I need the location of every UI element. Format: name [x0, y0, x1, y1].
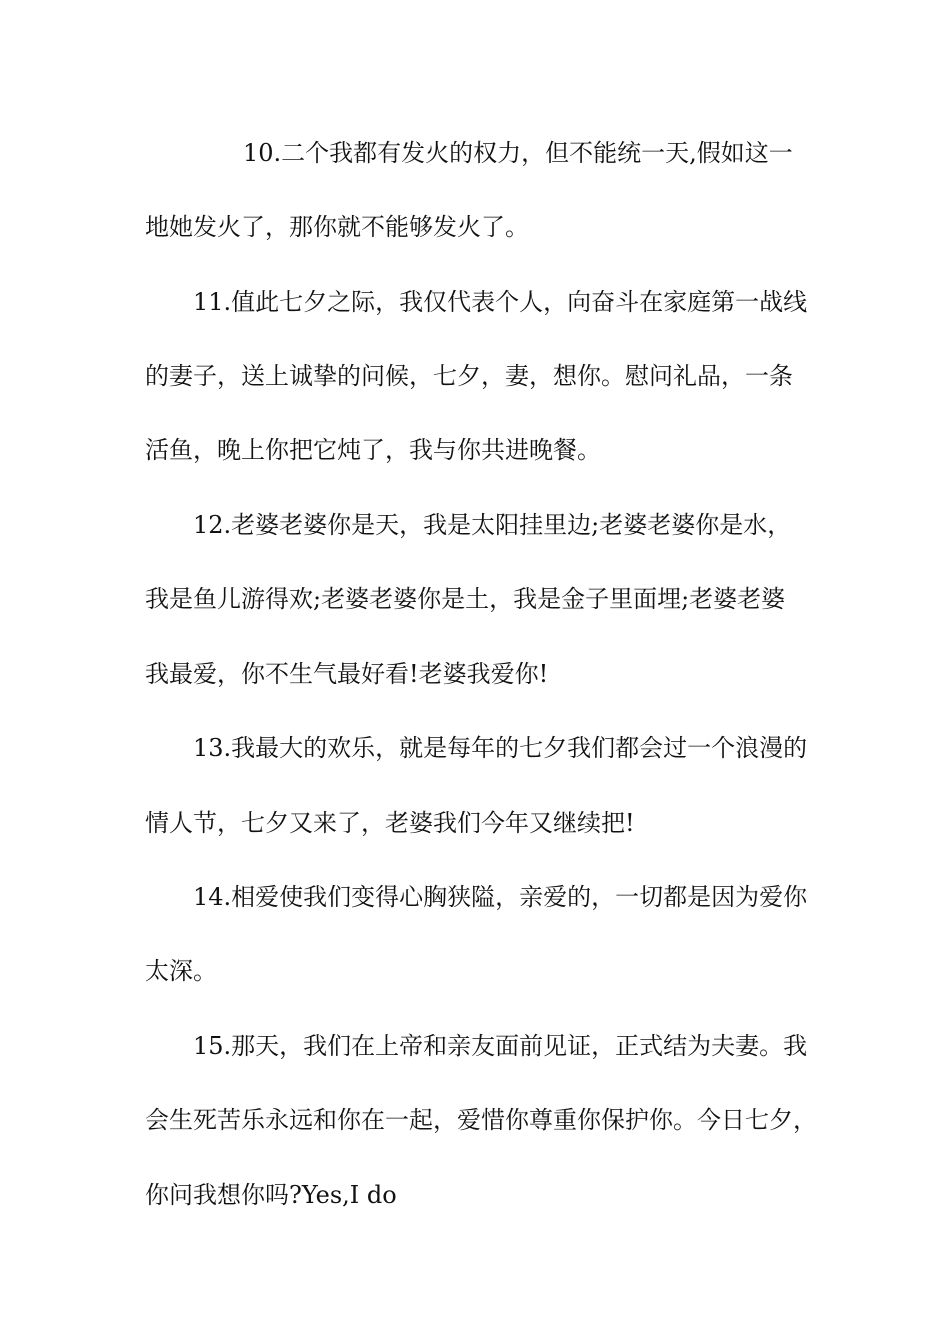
paragraph-14-line-1: 14.相爱使我们变得心胸狭隘，亲爱的，一切都是因为爱你: [193, 883, 808, 911]
paragraph-13-line-1: 13.我最大的欢乐，就是每年的七夕我们都会过一个浪漫的: [193, 734, 808, 762]
paragraph-11-line-1: 11.值此七夕之际，我仅代表个人，向奋斗在家庭第一战线: [193, 288, 808, 316]
paragraph-11-line-2: 的妻子，送上诚挚的问候，七夕，妻，想你。慰问礼品，一条: [145, 362, 793, 390]
paragraph-15-line-3: 你问我想你吗?Yes,I do: [145, 1181, 397, 1209]
paragraph-15-line-1: 15.那天，我们在上帝和亲友面前见证，正式结为夫妻。我: [193, 1032, 808, 1060]
paragraph-12-line-3: 我最爱，你不生气最好看!老婆我爱你!: [145, 660, 549, 688]
paragraph-15-line-2: 会生死苦乐永远和你在一起，爱惜你尊重你保护你。今日七夕，: [145, 1106, 817, 1134]
paragraph-14-line-2: 太深。: [145, 957, 217, 985]
paragraph-10-line-1: 10.二个我都有发火的权力，但不能统一天,假如这一: [243, 139, 793, 167]
paragraph-12-line-2: 我是鱼儿游得欢;老婆老婆你是土，我是金子里面埋;老婆老婆: [145, 585, 786, 613]
paragraph-12-line-1: 12.老婆老婆你是天，我是太阳挂里边;老婆老婆你是水，: [193, 511, 792, 539]
paragraph-13-line-2: 情人节，七夕又来了，老婆我们今年又继续把!: [145, 809, 635, 837]
paragraph-10-line-2: 地她发火了，那你就不能够发火了。: [145, 213, 529, 241]
paragraph-11-line-3: 活鱼，晚上你把它炖了，我与你共进晚餐。: [145, 436, 601, 464]
